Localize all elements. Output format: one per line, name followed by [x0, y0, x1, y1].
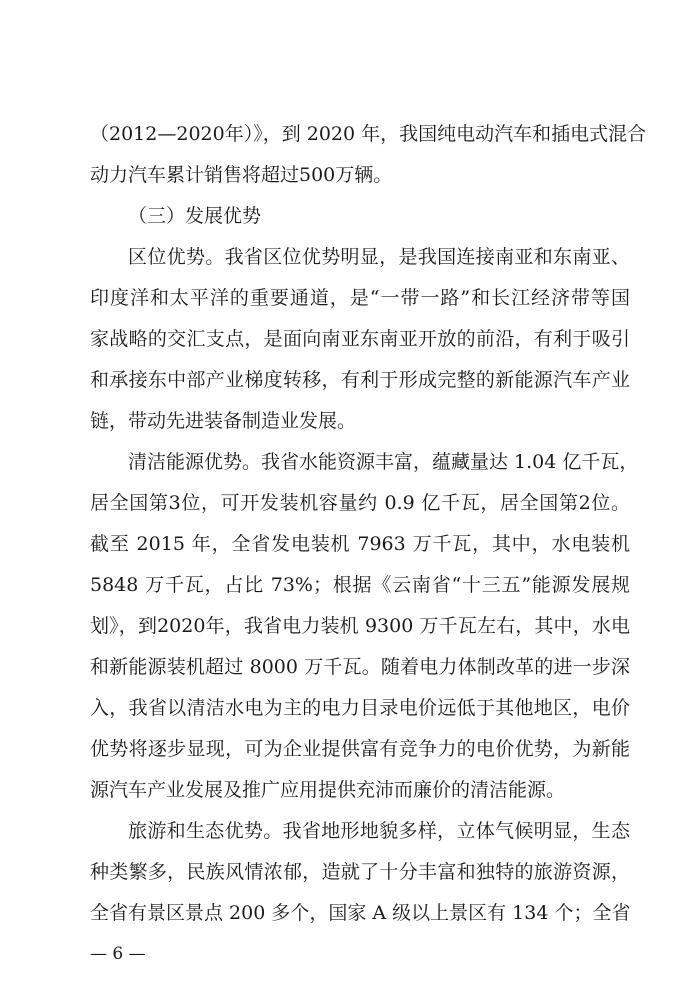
paragraph-line: 印度洋和太平洋的重要通道，是“一带一路”和长江经济带等国	[90, 287, 630, 309]
paragraph-line: 优势将逐步显现，可为企业提供富有竞争力的电价优势，为新能	[90, 738, 630, 760]
paragraph-line: 和新能源装机超过 8000 万千瓦。随着电力体制改革的进一步深	[90, 656, 630, 678]
paragraph-line: 家战略的交汇支点，是面向南亚东南亚开放的前沿，有利于吸引	[90, 328, 630, 350]
paragraph-line: 清洁能源优势。我省水能资源丰富，蕴藏量达 1.04 亿千瓦，	[128, 451, 639, 473]
paragraph-line: 链，带动先进装备制造业发展。	[90, 410, 357, 432]
paragraph-line: 5848 万千瓦，占比 73%；根据《云南省“十三五”能源发展规	[90, 574, 630, 596]
paragraph-line: 居全国第3位，可开发装机容量约 0.9 亿千瓦，居全国第2位。	[90, 492, 630, 514]
paragraph-line: 旅游和生态优势。我省地形地貌多样，立体气候明显，生态	[128, 820, 630, 842]
paragraph-line: 区位优势。我省区位优势明显，是我国连接南亚和东南亚、	[128, 246, 630, 268]
paragraph-line: 划》，到2020年，我省电力装机 9300 万千瓦左右，其中，水电	[90, 615, 630, 637]
section-heading: （三）发展优势	[128, 205, 262, 227]
page-number: — 6 —	[90, 944, 146, 964]
paragraph-line: 入，我省以清洁水电为主的电力目录电价远低于其他地区，电价	[90, 697, 630, 719]
paragraph-line: 和承接东中部产业梯度转移，有利于形成完整的新能源汽车产业	[90, 369, 630, 391]
paragraph-line: 动力汽车累计销售将超过500万辆。	[90, 164, 393, 186]
paragraph-line: 种类繁多，民族风情浓郁，造就了十分丰富和独特的旅游资源，	[90, 861, 630, 883]
paragraph-line: 全省有景区景点 200 多个，国家 A 级以上景区有 134 个；全省	[90, 902, 631, 924]
paragraph-line: （2012—2020年）》，到 2020 年，我国纯电动汽车和插电式混合	[90, 123, 647, 145]
paragraph-line: 源汽车产业发展及推广应用提供充沛而廉价的清洁能源。	[90, 779, 566, 801]
paragraph-line: 截至 2015 年，全省发电装机 7963 万千瓦，其中，水电装机	[90, 533, 630, 555]
